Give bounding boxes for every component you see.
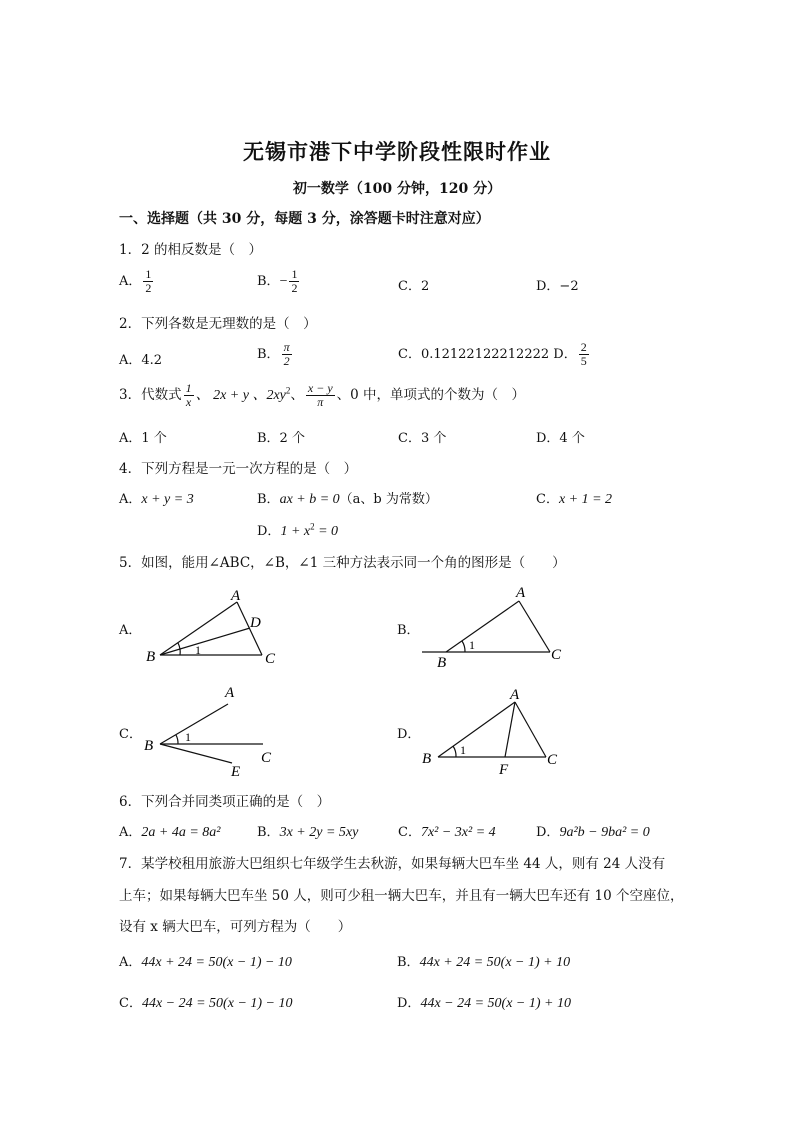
q6-option-b-label: B．: [257, 825, 280, 840]
fig-c-label-e: E: [231, 764, 241, 780]
question-4-stem: 4．下列方程是一元一次方程的是（ ）: [119, 461, 358, 477]
q6-option-a: [119, 821, 220, 841]
fig-b-label-1: 1: [469, 638, 475, 652]
fig-c-angle-arc: [176, 735, 178, 744]
q7-option-c: [119, 992, 293, 1012]
fig-a-label-b: B: [146, 649, 156, 665]
q7-option-b: [397, 951, 570, 971]
fig-b-side-ba: [446, 601, 519, 652]
q1-a-denominator: 2: [145, 281, 152, 295]
question-2-stem: 2．下列各数是无理数的是（ ）: [119, 316, 317, 332]
q5-option-c-label: C．: [119, 727, 142, 742]
q5-figure-b: [422, 601, 550, 652]
q6-option-a-formula: 2a + 4a = 8a²: [141, 825, 221, 840]
fig-c-ray-ba: [160, 704, 228, 744]
q4-option-d-exponent: 2: [310, 521, 315, 532]
fig-d-segment-af: [505, 702, 515, 757]
q4-option-b-note: （a、b 为常数）: [339, 492, 438, 507]
fig-c-label-c: C: [261, 750, 272, 766]
fig-d-label-b: B: [422, 751, 432, 767]
q7-option-d: [397, 992, 571, 1012]
q3-suffix: 、0 中，单项式的个数为（ ）: [336, 387, 526, 403]
q6-option-d-formula: 9a²b − 9ba² = 0: [559, 825, 650, 840]
fig-b-label-c: C: [551, 647, 562, 663]
fig-c-label-b: B: [144, 738, 154, 754]
q3-option-a: A．1 个: [119, 431, 167, 446]
q4-option-d-formula: 1 + x: [280, 524, 311, 539]
q5-figure-d: [438, 702, 546, 757]
question-1-stem: 1．2 的相反数是（ ）: [119, 242, 262, 258]
q4-option-b-label: B．: [257, 492, 280, 507]
q6-option-d-label: D．: [536, 825, 560, 840]
q3-term-2-exponent: 2: [285, 385, 291, 396]
q5-option-a-label: A．: [119, 623, 142, 638]
question-7-line-2: 上车；如果每辆大巴车坐 50 人，则可少租一辆大巴车，并且有一辆大巴车还有 10 个空座位，: [119, 888, 684, 904]
q3-option-b: B．2 个: [257, 431, 305, 446]
q3-f3-denominator: π: [317, 395, 324, 409]
q7-option-a-label: A．: [119, 955, 142, 970]
q6-option-b-formula: 3x + 2y = 5xy: [279, 825, 359, 840]
q5-option-b-label: B．: [397, 623, 420, 638]
q1-b-numerator: 1: [291, 267, 298, 281]
q7-option-c-label: C．: [119, 996, 142, 1011]
q5-option-d-label: D．: [397, 727, 421, 742]
q4-option-b-formula: ax + b = 0: [279, 492, 340, 507]
q2-option-a: A．4.2: [119, 353, 163, 368]
fig-a-label-c: C: [265, 651, 276, 667]
fig-d-angle-arc: [453, 746, 456, 757]
fig-a-ray-bd: [160, 628, 250, 655]
q1-a-numerator: 1: [145, 267, 152, 281]
fig-d-label-c: C: [547, 752, 558, 768]
q3-prefix: 3．代数式: [119, 387, 182, 403]
q3-option-c: C．3 个: [398, 431, 447, 446]
fig-b-label-a: A: [516, 585, 526, 601]
q7-option-c-formula: 44x − 24 = 50(x − 1) − 10: [141, 996, 293, 1011]
fig-b-angle-arc: [462, 641, 465, 652]
fig-d-side-ba: [438, 702, 515, 757]
q3-separator: 、: [290, 387, 304, 403]
fig-d-label-1: 1: [460, 743, 466, 757]
q4-option-c-formula: x + 1 = 2: [558, 492, 613, 507]
q4-option-a-formula: x + y = 3: [141, 492, 194, 507]
q6-option-c-formula: 7x² − 3x² = 4: [420, 825, 496, 840]
q1-b-sign: −: [279, 274, 288, 289]
page-title: 无锡市港下中学阶段性限时作业: [243, 139, 551, 164]
q2-option-b-label: B．: [257, 347, 280, 362]
q2-option-c-text: C．0.12122122212222 D．: [398, 347, 577, 362]
q1-option-c: C．2: [398, 279, 430, 294]
fig-c-ray-be: [160, 744, 232, 763]
q4-option-d-formula-tail: = 0: [314, 524, 339, 539]
fig-d-label-a: A: [510, 687, 520, 703]
q3-f1-numerator: 1: [185, 381, 192, 395]
q3-f3-numerator: x − y: [307, 381, 333, 395]
q2-b-denominator: 2: [283, 354, 290, 368]
q1-option-d: D．−2: [536, 279, 579, 294]
q4-option-c-label: C．: [536, 492, 559, 507]
q6-option-c: [398, 821, 496, 841]
fig-a-label-1: 1: [195, 643, 201, 657]
q1-b-denominator: 2: [291, 281, 298, 295]
fig-d-label-f: F: [499, 762, 509, 778]
section-heading-choice: 一、选择题（共 30 分，每题 3 分，涂答题卡时注意对应）: [119, 211, 490, 227]
fig-a-label-d: D: [250, 615, 261, 631]
fig-b-side-ac: [519, 601, 550, 652]
q7-option-b-formula: 44x + 24 = 50(x − 1) + 10: [419, 955, 571, 970]
q7-option-b-label: B．: [397, 955, 420, 970]
q7-option-d-label: D．: [397, 996, 421, 1011]
q2-b-numerator: π: [283, 340, 290, 354]
q3-f1-denominator: x: [185, 395, 192, 409]
q7-option-a: [119, 951, 292, 971]
fig-b-label-b: B: [437, 655, 447, 671]
q2-d-numerator: 2: [580, 340, 587, 354]
question-6-stem: 6．下列合并同类项正确的是（ ）: [119, 794, 331, 810]
q5-figure-a: [160, 602, 262, 655]
page-subtitle: 初一数学（100 分钟，120 分）: [292, 181, 502, 197]
q7-option-a-formula: 44x + 24 = 50(x − 1) − 10: [141, 955, 292, 970]
q4-option-a-label: A．: [119, 492, 142, 507]
fig-c-label-a: A: [225, 685, 235, 701]
q1-option-b-label: B．: [257, 274, 280, 289]
q6-option-b: [257, 821, 358, 841]
q3-term-2: 、 2x + y 、2xy: [195, 388, 286, 403]
fig-d-side-ac: [515, 702, 546, 757]
q6-option-a-label: A．: [119, 825, 142, 840]
question-5-stem: 5．如图，能用∠ABC，∠B，∠1 三种方法表示同一个角的图形是（ ）: [119, 555, 566, 571]
q6-option-c-label: C．: [398, 825, 421, 840]
q3-option-d: D．4 个: [536, 431, 585, 446]
q6-option-d: [536, 821, 650, 841]
q2-d-denominator: 5: [580, 354, 587, 368]
q7-option-d-formula: 44x − 24 = 50(x − 1) + 10: [420, 996, 571, 1011]
q4-option-d-label: D．: [257, 524, 281, 539]
q5-figure-c: [160, 704, 263, 763]
question-7-line-3: 设有 x 辆大巴车，可列方程为（ ）: [119, 919, 352, 935]
question-7-line-1: 7．某学校租用旅游大巴组织七年级学生去秋游，如果每辆大巴车坐 44 人，则有 24 人没有: [119, 856, 666, 872]
q1-option-a-label: A．: [119, 274, 142, 289]
fig-a-label-a: A: [231, 588, 241, 604]
fig-c-label-1: 1: [185, 730, 191, 744]
